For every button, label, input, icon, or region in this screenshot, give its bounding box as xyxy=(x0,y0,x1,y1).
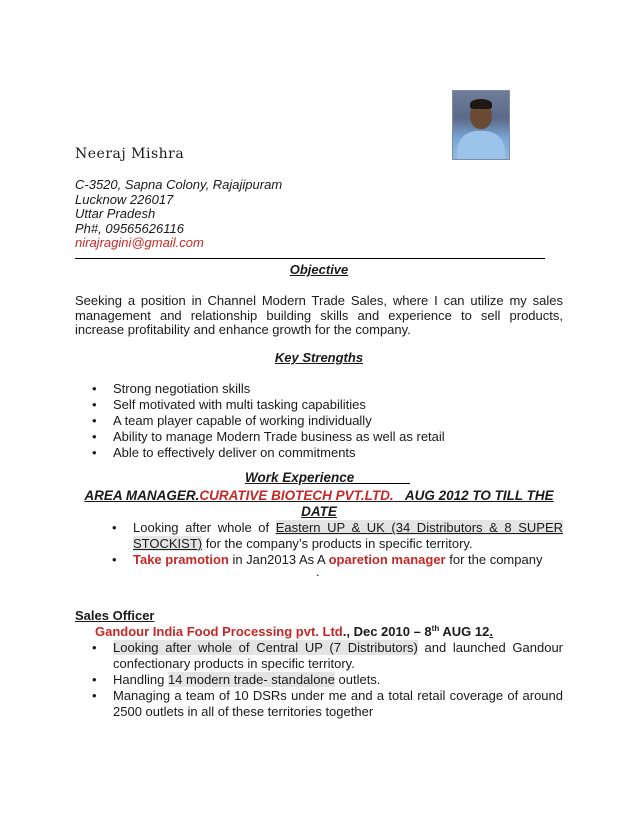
gandour-line xyxy=(95,624,493,639)
phone: Ph#, 09565626116 xyxy=(75,220,184,236)
list-item: • Ability to manage Modern Trade business as well as retail xyxy=(75,429,563,445)
list-item: • Managing a team of 10 DSRs under me and a total retail coverage of around 2500 outlets in all of these territories together xyxy=(75,688,563,720)
period-end: AUG 12 xyxy=(439,624,490,639)
work-heading-underline xyxy=(354,483,410,484)
separator: ., xyxy=(342,624,354,639)
text-run: for the company xyxy=(445,552,543,567)
text-run: Looking after whole of xyxy=(133,520,276,535)
list-item xyxy=(95,520,563,552)
email-link[interactable]: nirajragini@gmail.com xyxy=(75,235,204,250)
area-manager-duties xyxy=(95,520,563,568)
profile-photo xyxy=(452,90,510,160)
contact-block xyxy=(75,178,282,251)
objective-heading: Objective xyxy=(289,262,349,277)
list-item xyxy=(95,552,563,568)
candidate-name: Neeraj Mishra xyxy=(75,146,185,162)
address-line1: C-3520, Sapna Colony, Rajajipuram xyxy=(75,177,283,192)
list-item: • Self motivated with multi tasking capabilities xyxy=(75,397,563,413)
list-item: • A team player capable of working individually xyxy=(75,413,563,429)
sales-officer-duties xyxy=(75,640,563,720)
sales-officer-title: Sales Officer xyxy=(75,608,155,623)
highlighted-territory: Looking after whole of Central UP (7 Distributors) xyxy=(113,640,418,655)
company-name: Gandour India Food Processing pvt. Ltd xyxy=(95,624,343,639)
list-item xyxy=(75,640,563,672)
list-item: • Able to effectively deliver on commitments xyxy=(75,445,563,461)
role-period: AUG 2012 TO TILL THE DATE xyxy=(301,488,554,519)
address-line2: Lucknow 226017 xyxy=(75,191,174,207)
address-line3: Uttar Pradesh xyxy=(75,206,156,221)
work-heading-text: Work Experience xyxy=(245,470,355,485)
strengths-heading: Key Strengths xyxy=(274,350,364,365)
work-experience-heading xyxy=(245,470,410,485)
strengths-list xyxy=(75,381,563,461)
objective-text: Seeking a position in Channel Modern Trade Sales, where I can utilize my sales management and relationship building skills and experience to sell products, increase profitability and enhance growth for the company. xyxy=(75,293,563,337)
period-start: Dec 2010 – 8 xyxy=(353,624,432,639)
header-divider xyxy=(75,258,545,259)
promotion-text: Take pramotion xyxy=(133,552,229,567)
highlighted-territory: Eastern UP & UK (34 Distributors & 8 SUPER STOCKIST) xyxy=(133,520,563,551)
photo-shirt xyxy=(457,131,505,160)
position-text: oparetion manager xyxy=(328,552,446,567)
period-dot: . xyxy=(489,624,493,639)
role-title: AREA MANAGER. xyxy=(84,488,200,503)
text-run: outlets. xyxy=(334,672,381,687)
area-manager-role xyxy=(75,488,563,520)
text-run: and launched Gandour confectionary products in specific territory. xyxy=(113,640,563,671)
company-name: CURATIVE BIOTECH PVT.LTD. xyxy=(199,488,394,503)
list-item: • Strong negotiation skills xyxy=(75,381,563,397)
list-item xyxy=(75,672,563,688)
text-run: in Jan2013 As A xyxy=(228,552,329,567)
text-run: Handling xyxy=(113,672,168,687)
ordinal-suffix: th xyxy=(431,624,440,633)
highlighted-outlets: 14 modern trade- standalone xyxy=(167,672,335,687)
text-run: for the company’s products in specific territory. xyxy=(202,536,473,551)
stray-dot: . xyxy=(316,564,320,579)
photo-hair xyxy=(470,99,492,109)
